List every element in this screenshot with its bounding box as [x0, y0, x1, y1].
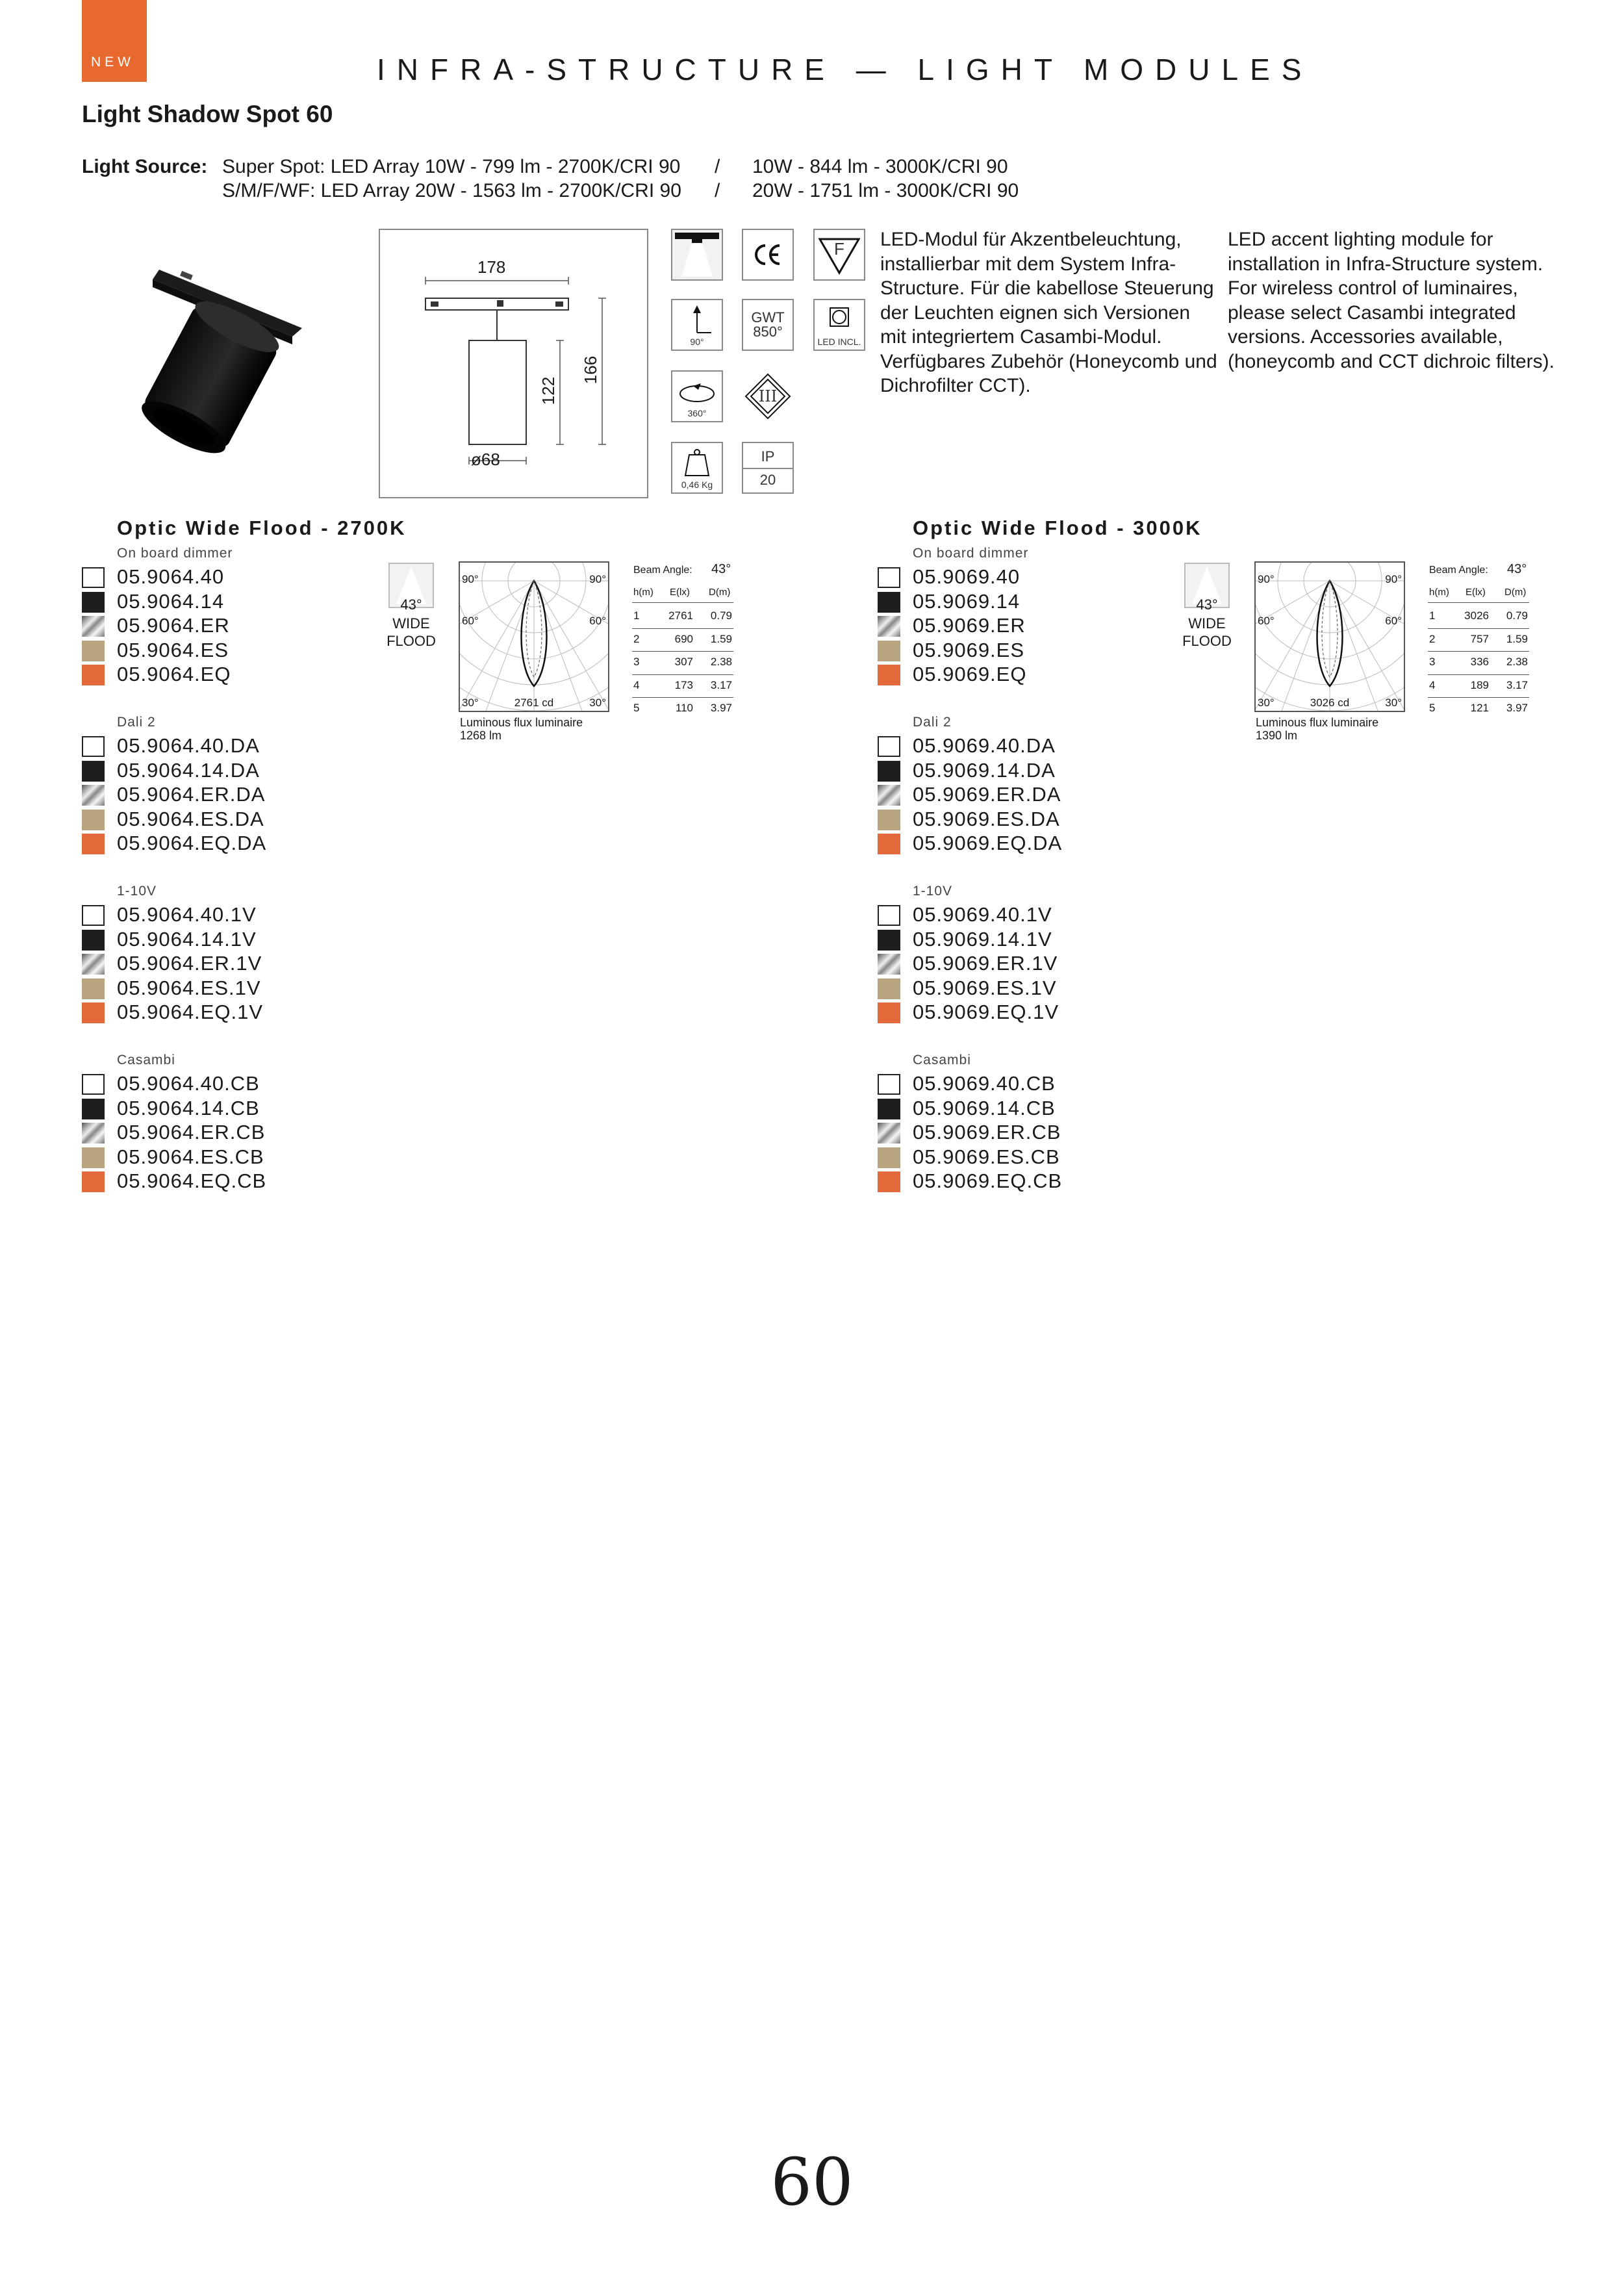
finish-swatch-gold	[878, 978, 900, 999]
table-row: 2 757 1.59	[1428, 629, 1529, 652]
product-code: 05.9069.40	[913, 565, 1021, 588]
luminous-flux-value: 1390 lm	[1256, 729, 1298, 742]
product-code: 05.9069.14.CB	[913, 1096, 1056, 1119]
product-code: 05.9064.40.DA	[117, 734, 260, 757]
product-code: 05.9069.14	[913, 589, 1021, 613]
light-source-sep2: /	[715, 180, 720, 201]
page-number: 60	[770, 2144, 854, 2220]
finish-swatch-white	[82, 1074, 105, 1095]
finish-swatch-white	[82, 736, 105, 757]
polar-label-60-left: 60°	[1258, 615, 1275, 627]
finish-swatch-gold	[82, 978, 105, 999]
weight-icon: 0,46 Kg	[671, 442, 723, 494]
polar-label-30-right: 30°	[589, 696, 606, 709]
finish-swatch-black	[82, 761, 105, 782]
product-code: 05.9069.ES.CB	[913, 1145, 1060, 1168]
product-code: 05.9069.14.1V	[913, 927, 1052, 951]
group-label: Dali 2	[117, 715, 156, 730]
table-row: 2 690 1.59	[632, 629, 733, 652]
finish-swatch-chrome	[82, 954, 105, 975]
beam-table-title: Beam Angle:	[1429, 565, 1488, 576]
product-code: 05.9069.ER	[913, 614, 1026, 637]
product-code: 05.9064.ER.1V	[117, 952, 262, 975]
finish-swatch-gold	[878, 641, 900, 661]
polar-label-30-left: 30°	[462, 696, 479, 709]
table-row: 3 336 2.38	[1428, 652, 1529, 675]
product-code: 05.9069.ER.DA	[913, 783, 1061, 806]
description-en: LED accent lighting module for installation in Infra-Structure system. For wireless control of luminaires, please select Casambi integrated versions. Accessories available, (honeycomb and CCT dichroic filters).	[1228, 229, 1554, 372]
beam-type-label-2: FLOOD	[387, 633, 436, 649]
dim-total-height: 166	[581, 355, 601, 385]
finish-swatch-chrome	[878, 785, 900, 806]
product-code: 05.9064.ES.CB	[117, 1145, 264, 1168]
group-label: Dali 2	[913, 715, 952, 730]
polar-label-60-right: 60°	[589, 615, 606, 627]
product-code: 05.9064.40.1V	[117, 903, 257, 926]
beam-angle-value: 43°	[400, 596, 422, 613]
product-code: 05.9069.14.DA	[913, 758, 1056, 782]
technical-drawing	[379, 229, 648, 498]
group-label: 1-10V	[117, 884, 157, 899]
product-code: 05.9064.14.DA	[117, 758, 260, 782]
polar-diagram	[1254, 561, 1405, 712]
light-source-line2: S/M/F/WF: LED Array 20W - 1563 lm - 2700K/CRI 90	[222, 180, 681, 201]
finish-swatch-black	[82, 1099, 105, 1119]
product-code: 05.9064.ES	[117, 638, 229, 661]
beam-table-body	[1428, 606, 1529, 721]
product-code: 05.9069.ER.CB	[913, 1121, 1061, 1143]
beam-table-angle: 43°	[1507, 562, 1527, 576]
product-photo	[104, 260, 312, 455]
table-row: 4 173 3.17	[632, 675, 733, 698]
new-badge-label: NEW	[91, 55, 134, 70]
finish-swatch-black	[878, 761, 900, 782]
finish-swatch-gold	[878, 810, 900, 830]
finish-swatch-white	[82, 567, 105, 588]
product-code: 05.9069.EQ.1V	[913, 1001, 1059, 1023]
dim-diameter: ø68	[471, 450, 500, 469]
finish-swatch-orange	[878, 1003, 900, 1023]
product-name: Light Shadow Spot 60	[82, 101, 333, 127]
polar-label-90-right: 90°	[589, 573, 606, 585]
finish-swatch-white	[878, 905, 900, 926]
finish-swatch-chrome	[82, 1123, 105, 1143]
group-label: Casambi	[913, 1053, 971, 1067]
optic-title: Optic Wide Flood - 2700K	[117, 517, 407, 539]
light-source-line1-b: 10W - 844 lm - 3000K/CRI 90	[752, 156, 1008, 177]
new-badge	[82, 0, 147, 82]
finish-swatch-orange	[82, 834, 105, 854]
product-code: 05.9069.40.1V	[913, 903, 1052, 926]
tilt-icon: 90°	[671, 299, 723, 351]
finish-swatch-white	[878, 736, 900, 757]
polar-label-30-right: 30°	[1385, 696, 1402, 709]
product-code: 05.9064.ER	[117, 614, 230, 637]
group-label: 1-10V	[913, 884, 953, 899]
polar-candela: 2761 cd	[514, 696, 554, 709]
finish-swatch-chrome	[82, 616, 105, 637]
light-source-sep1: /	[715, 156, 720, 177]
product-code: 05.9064.EQ.DA	[117, 832, 267, 854]
product-code: 05.9064.40.CB	[117, 1072, 260, 1095]
group-label: On board dimmer	[117, 546, 233, 561]
ce-mark-icon	[742, 229, 794, 281]
polar-label-60-right: 60°	[1385, 615, 1402, 627]
light-source-line2-b: 20W - 1751 lm - 3000K/CRI 90	[752, 180, 1019, 201]
finish-swatch-gold	[82, 641, 105, 661]
table-row: 5 121 3.97	[1429, 702, 1528, 714]
product-code: 05.9069.EQ.DA	[913, 832, 1063, 854]
description-de: LED-Modul für Akzentbeleuchtung, installierbar mit dem System Infra-Structure. Für die kabellose Steuerung der Leuchten eignen sich Versionen mit integriertem Casambi-Modul. Verfügbares Zubehör (Honeycomb und Dichrofilter CCT).	[880, 229, 1217, 396]
dim-width: 178	[477, 257, 506, 277]
table-row: 1 2761 0.79	[632, 606, 733, 629]
product-code: 05.9064.40	[117, 565, 225, 588]
f-mark-icon: F	[813, 229, 865, 281]
product-code: 05.9064.ER.CB	[117, 1121, 266, 1143]
beam-type-label-1: WIDE	[392, 615, 430, 632]
luminous-flux-value: 1268 lm	[460, 729, 502, 742]
finish-swatch-orange	[82, 1171, 105, 1192]
page-title: INFRA-STRUCTURE — LIGHT MODULES	[377, 53, 1313, 86]
product-code: 05.9064.14.1V	[117, 927, 257, 951]
polar-label-90-right: 90°	[1385, 573, 1402, 585]
finish-swatch-black	[82, 592, 105, 613]
polar-label-30-left: 30°	[1258, 696, 1275, 709]
light-source-line1: Super Spot: LED Array 10W - 799 lm - 2700K/CRI 90	[222, 156, 681, 177]
product-code: 05.9064.ES.DA	[117, 807, 264, 830]
dim-body-height: 122	[539, 376, 559, 405]
finish-swatch-orange	[82, 1003, 105, 1023]
polar-label-90-left: 90°	[1258, 573, 1275, 585]
table-row: 3 307 2.38	[632, 652, 733, 675]
finish-swatch-black	[878, 930, 900, 951]
finish-swatch-orange	[878, 665, 900, 685]
polar-label-60-left: 60°	[462, 615, 479, 627]
finish-swatch-chrome	[878, 1123, 900, 1143]
beam-type-label-1: WIDE	[1188, 615, 1226, 632]
finish-swatch-white	[878, 567, 900, 588]
ip-rating-icon: IP 20	[742, 442, 794, 494]
beam-table-header-row: h(m) E(lx) D(m)	[1428, 583, 1529, 603]
product-code: 05.9069.EQ.CB	[913, 1169, 1063, 1192]
table-row: 5 110 3.97	[633, 702, 732, 714]
table-row: 4 189 3.17	[1428, 675, 1529, 698]
polar-diagram	[459, 561, 609, 712]
finish-swatch-black	[878, 592, 900, 613]
product-code: 05.9064.EQ	[117, 663, 231, 685]
spot-optic-icon	[671, 229, 723, 281]
rotation-icon: 360°	[671, 370, 723, 422]
product-code: 05.9064.14.CB	[117, 1096, 260, 1119]
luminous-flux-label: Luminous flux luminaire	[1256, 716, 1379, 729]
product-code: 05.9069.ES.DA	[913, 807, 1060, 830]
gwt-icon: GWT 850°	[742, 299, 794, 351]
product-code: 05.9069.40.CB	[913, 1072, 1056, 1095]
finish-swatch-white	[878, 1074, 900, 1095]
product-code: 05.9064.ES.1V	[117, 976, 261, 999]
beam-table-body	[632, 606, 733, 721]
finish-swatch-chrome	[82, 785, 105, 806]
polar-label-90-left: 90°	[462, 573, 479, 585]
table-row: 1 3026 0.79	[1428, 606, 1529, 629]
polar-candela: 3026 cd	[1310, 696, 1350, 709]
finish-swatch-gold	[878, 1147, 900, 1168]
finish-swatch-white	[82, 905, 105, 926]
product-code: 05.9064.EQ.CB	[117, 1169, 267, 1192]
beam-table-header-row: h(m) E(lx) D(m)	[632, 583, 733, 603]
finish-swatch-gold	[82, 810, 105, 830]
luminous-flux-label: Luminous flux luminaire	[460, 716, 583, 729]
class-iii-icon: III	[742, 370, 794, 422]
optic-title: Optic Wide Flood - 3000K	[913, 517, 1202, 539]
product-code: 05.9069.ES.1V	[913, 976, 1057, 999]
finish-swatch-orange	[878, 834, 900, 854]
group-label: Casambi	[117, 1053, 175, 1067]
finish-swatch-orange	[82, 665, 105, 685]
product-code: 05.9069.ER.1V	[913, 952, 1058, 975]
finish-swatch-gold	[82, 1147, 105, 1168]
finish-swatch-black	[82, 930, 105, 951]
product-code: 05.9064.14	[117, 589, 225, 613]
product-code: 05.9069.ES	[913, 638, 1025, 661]
beam-type-label-2: FLOOD	[1182, 633, 1232, 649]
light-source-label: Light Source:	[82, 156, 208, 177]
finish-swatch-chrome	[878, 954, 900, 975]
product-code: 05.9064.ER.DA	[117, 783, 266, 806]
group-label: On board dimmer	[913, 546, 1029, 561]
product-code: 05.9069.EQ	[913, 663, 1027, 685]
product-code: 05.9069.40.DA	[913, 734, 1056, 757]
beam-table-title: Beam Angle:	[633, 565, 692, 576]
beam-table-angle: 43°	[711, 562, 731, 576]
finish-swatch-orange	[878, 1171, 900, 1192]
finish-swatch-black	[878, 1099, 900, 1119]
product-code: 05.9064.EQ.1V	[117, 1001, 263, 1023]
beam-angle-value: 43°	[1196, 596, 1218, 613]
finish-swatch-chrome	[878, 616, 900, 637]
led-included-icon: LED INCL.	[813, 299, 865, 351]
